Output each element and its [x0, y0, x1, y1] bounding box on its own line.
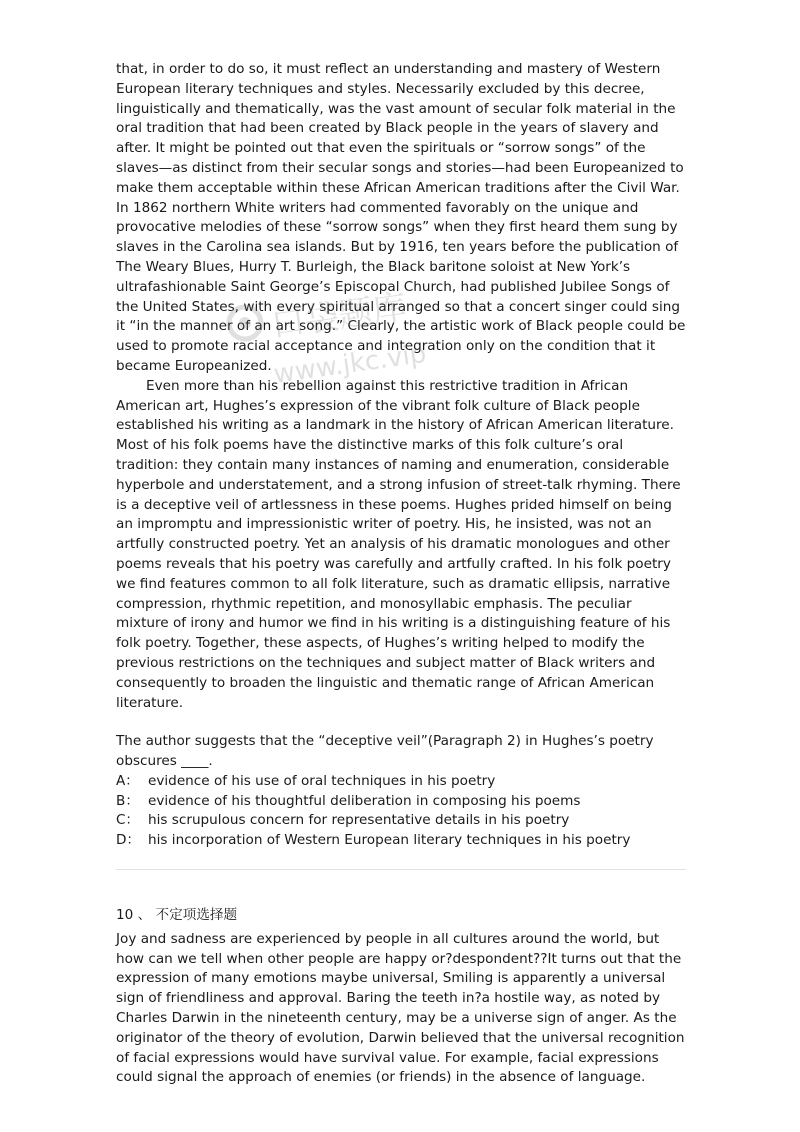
- question-stem: The author suggests that the “deceptive veil”(Paragraph 2) in Hughes’s poetry obscures ____.: [116, 733, 654, 770]
- watermark-text-bottom: www.jkc.vip: [271, 338, 429, 390]
- option-d-text: his incorporation of Western European literary techniques in his poetry: [148, 832, 631, 849]
- option-b[interactable]: [116, 792, 686, 812]
- question-10-passage: Joy and sadness are experienced by people in all cultures around the world, but how can we tell when other people are happy or?despondent??It turns out that the expression of many emotions maybe universal, Smiling is apparently a universal sign of friendliness and approval. Baring the teeth in?a hostile way, as noted by Charles Darwin in the nineteenth century, may be a universe sign of anger. As the originator of the theory of evolution, Darwin believed that the universal recognition of facial expressions would have survival value. For example, facial expressions could signal the approach of enemies (or friends) in the absence of language.: [116, 930, 685, 1086]
- question-10-header: 10 、 不定项选择题: [116, 907, 238, 924]
- option-d[interactable]: [116, 831, 686, 851]
- option-d-letter: D：: [116, 832, 141, 849]
- watermark-text-top: 口袋题库: [268, 287, 409, 346]
- option-a[interactable]: [116, 772, 686, 792]
- option-b-text: evidence of his thoughtful deliberation in composing his poems: [148, 792, 581, 809]
- option-c-letter: C：: [116, 812, 140, 829]
- option-c[interactable]: [116, 811, 686, 831]
- passage-paragraph-2: Even more than his rebellion against this restrictive tradition in African American art, Hughes’s expression of the vibrant folk culture of Black people established his writing as a landmark in the history of African American literature. Most of his folk poems have the distinctive marks of this folk culture’s oral tradition: they contain many instances of naming and enumeration, considerable hyperbole and understatement, and a strong infusion of street-talk rhyming. There is a deceptive veil of artlessness in these poems. Hughes prided himself on being an impromptu and impressionistic writer of poetry. His, he insisted, was not an artfully constructed poetry. Yet an analysis of his dramatic monologues and other poems reveals that his poetry was carefully and artfully crafted. In his folk poetry we find features common to all folk literature, such as dramatic ellipsis, narrative compression, rhythmic repetition, and monosyllabic emphasis. The peculiar mixture of irony and humor we find in his writing is a distinguishing feature of his folk poetry. Together, these aspects, of Hughes’s writing helped to modify the previous restrictions on the techniques and subject matter of Black writers and consequently to broaden the linguistic and thematic range of African American literature.: [116, 377, 681, 711]
- passage-paragraph-1: that, in order to do so, it must reflect an understanding and mastery of Western European literary techniques and styles. Necessarily excluded by this decree, linguistically and thematically, was the vast amount of secular folk material in the oral tradition that had been created by Black people in the years of slavery and after. It might be pointed out that even the spirituals or “sorrow songs” of the slaves—as distinct from their secular songs and stories—had been Europeanized to make them acceptable within these African American traditions after the Civil War. In 1862 northern White writers had commented favorably on the unique and provocative melodies of these “sorrow songs” when they first heard them sung by slaves in the Carolina sea islands. But by 1916, ten years before the publication of The Weary Blues, Hurry T. Burleigh, the Black baritone soloist at New York’s ultrafashionable Saint George’s Episcopal Church, had published Jubilee Songs of the United States, with every spiritual arranged so that a concert singer could sing it “in the manner of an art song.” Clearly, the artistic work of Black people could be used to promote racial acceptance and integration only on the condition that it became Europeanized.: [116, 61, 686, 374]
- answer-options: [116, 772, 686, 851]
- option-a-text: evidence of his use of oral techniques in his poetry: [148, 772, 496, 789]
- section-divider: [116, 869, 686, 870]
- option-b-letter: B：: [116, 792, 139, 809]
- document-page: [116, 60, 686, 1088]
- option-c-text: his scrupulous concern for representative details in his poetry: [148, 812, 570, 829]
- option-a-letter: A：: [116, 772, 139, 789]
